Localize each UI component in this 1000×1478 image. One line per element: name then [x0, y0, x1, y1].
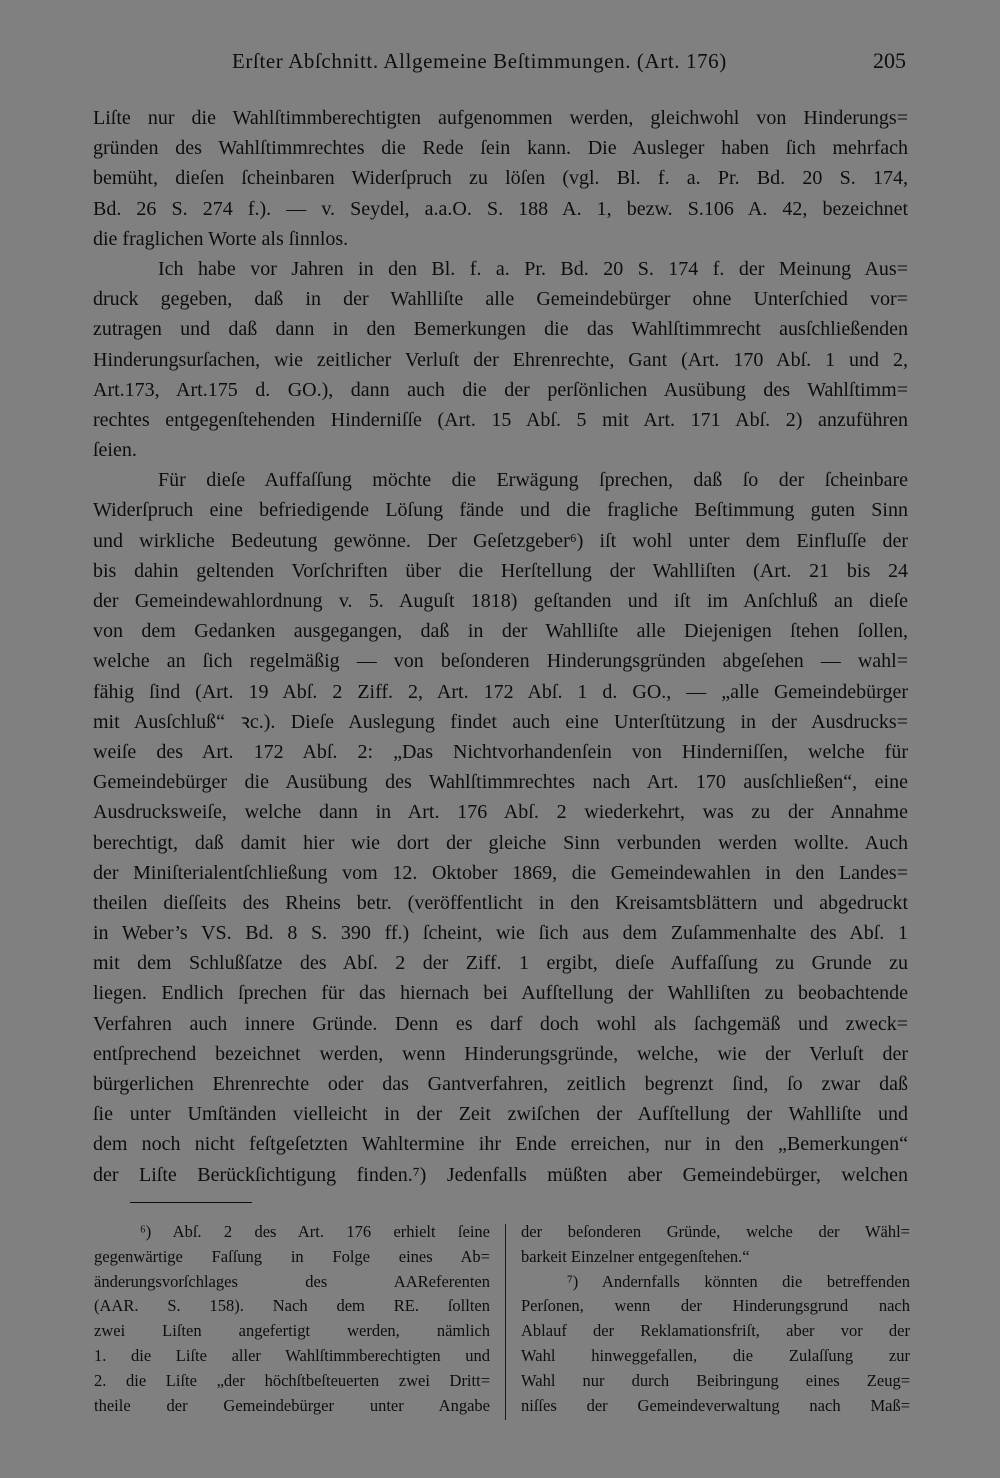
footnote-line: 2. die Liſte „der höchſtbeſteuerten zwei Dritt=: [94, 1370, 490, 1390]
text-line: Hinderungsurſachen, wie zeitlicher Verluſt der Ehrenrechte, Gant (Art. 170 Abſ. 1 und 2,: [93, 348, 908, 371]
text-line: zutragen und daß dann in den Bemerkungen die das Wahlſtimmrecht ausſchließenden: [93, 318, 908, 341]
paragraph-first-line: Für dieſe Auffaſſung möchte die Erwägung ſprechen, daß ſo der ſcheinbare: [158, 469, 908, 492]
footnote-line: Wahl nur durch Beibringung eines Zeug=: [521, 1370, 910, 1390]
footnote-line: der beſonderen Gründe, welche der Wähl=: [521, 1222, 910, 1241]
text-line: mit dem Schlußſatze des Abſ. 2 der Ziff. 1 ergibt, dieſe Auffaſſung zu Grunde zu: [93, 952, 908, 975]
text-line: von dem Gedanken ausgegangen, daß in der Wahlliſte alle Diejenigen ſtehen ſollen,: [93, 620, 908, 643]
footnote-line: niſſes der Gemeindeverwaltung nach Maß=: [521, 1395, 910, 1415]
text-line: Art.173, Art.175 d. GO.), dann auch die der perſönlichen Ausübung des Wahlſtimm=: [93, 378, 908, 401]
text-line: dem noch nicht feſtgeſetzten Wahltermine ihr Ende erreichen, nur in den „Bemerkungen“: [93, 1133, 908, 1156]
text-line: Ausdrucksweiſe, welche dann in Art. 176 Abſ. 2 wiederkehrt, was zu der Annahme: [93, 801, 908, 824]
footnote-line: theile der Gemeindebürger unter Angabe: [94, 1395, 490, 1415]
text-line: und wirkliche Bedeutung gewönne. Der Geſetzgeber⁶) iſt wohl unter dem Einfluſſe der: [93, 529, 908, 552]
text-line: ſeien.: [93, 439, 137, 462]
running-title: Erſter Abſchnitt. Allgemeine Beſtimmungen. (Art. 176): [232, 49, 727, 73]
footnote-line: zwei Liſten angefertigt werden, nämlich: [94, 1321, 490, 1341]
text-line: fähig ſind (Art. 19 Abſ. 2 Ziff. 2, Art. 172 Abſ. 1 d. GO., — „alle Gemeindebürger: [93, 680, 908, 703]
text-line: Widerſpruch eine befriedigende Löſung fände und die fragliche Beſtimmung guten Sinn: [93, 499, 908, 522]
paragraph-first-line: Ich habe vor Jahren in den Bl. f. a. Pr. Bd. 20 S. 174 f. der Meinung Aus=: [158, 257, 908, 280]
footnote-line: Perſonen, wenn der Hinderungsgrund nach: [521, 1296, 910, 1316]
text-line: druck gegeben, daß in der Wahlliſte alle Gemeindebürger ohne Unterſchied vor=: [93, 288, 908, 311]
text-line: mit Ausſchluß“ ꝛc.). Dieſe Auslegung findet auch eine Unterſtützung in der Ausdrucks=: [93, 710, 908, 733]
footnote-6-first-line: ⁶) Abſ. 2 des Art. 176 erhielt ſeine: [140, 1222, 490, 1241]
page-number: 205: [873, 48, 906, 73]
text-line: bemüht, dieſen ſcheinbaren Widerſpruch zu löſen (vgl. Bl. f. a. Pr. Bd. 20 S. 174,: [93, 167, 908, 190]
text-line: theilen dieſſeits des Rheins betr. (veröffentlicht in den Kreisamtsblättern und abgedruckt: [93, 891, 908, 914]
text-line: Bd. 26 S. 274 f.). — v. Seydel, a.a.O. S. 188 A. 1, bezw. S.106 A. 42, bezeichnet: [93, 197, 908, 220]
main-text: [93, 103, 908, 1190]
text-line: bis dahin geltenden Vorſchriften über die Herſtellung der Wahlliſten (Art. 21 bis 24: [93, 559, 908, 582]
footnote-line: Ablauf der Reklamationsfriſt, aber vor der: [521, 1321, 910, 1341]
footnote-7-first-line: ⁷) Andernfalls könnten die betreffenden: [567, 1271, 910, 1291]
text-line: berechtigt, daß damit hier wie dort der gleiche Sinn verbunden werden wollte. Auch: [93, 831, 908, 854]
text-line: ſie unter Umſtänden vielleicht in der Zeit zwiſchen der Aufſtellung der Wahlliſte und: [93, 1103, 908, 1126]
column-divider: [505, 1224, 506, 1420]
footnote-line: (AAR. S. 158). Nach dem RE. ſollten: [94, 1296, 490, 1316]
text-line: Liſte nur die Wahlſtimmberechtigten aufgenommen werden, gleichwohl von Hinderungs=: [93, 107, 908, 129]
footnotes-left-column: [94, 1220, 490, 1418]
text-line: welche an ſich regelmäßig — von beſonderen Hinderungsgründen abgeſehen — wahl=: [93, 650, 908, 673]
text-line: in Weber’s VS. Bd. 8 S. 390 ff.) ſcheint, wie ſich aus dem Zuſammenhalte des Abſ. 1: [93, 922, 908, 945]
text-line: liegen. Endlich ſprechen für das hiernach bei Aufſtellung der Wahlliſten zu beobachtende: [93, 982, 908, 1005]
text-line: die fraglichen Worte als ſinnlos.: [93, 227, 349, 250]
text-line: gründen des Wahlſtimmrechtes die Rede ſein kann. Die Ausleger haben ſich mehrfach: [93, 137, 908, 160]
text-line: der Gemeindewahlordnung v. 5. Auguſt 1818) geſtanden und iſt im Anſchluß an dieſe: [93, 590, 908, 612]
text-line: weiſe des Art. 172 Abſ. 2: „Das Nichtvorhandenſein von Hinderniſſen, welche für: [93, 740, 908, 763]
text-line: Verfahren auch innere Gründe. Denn es darf doch wohl als ſachgemäß und zweck=: [93, 1012, 908, 1035]
text-line: der Liſte Berückſichtigung finden.⁷) Jedenfalls müßten aber Gemeindebürger, welchen: [93, 1163, 908, 1186]
text-line: entſprechend bezeichnet werden, wenn Hinderungsgründe, welche, wie der Verluſt der: [93, 1042, 908, 1065]
footnotes-right-column: [521, 1220, 910, 1418]
footnote-line: barkeit Einzelner entgegenſtehen.“: [521, 1246, 750, 1266]
text-line: rechtes entgegenſtehenden Hinderniſſe (Art. 15 Abſ. 5 mit Art. 171 Abſ. 2) anzuführen: [93, 408, 908, 431]
text-line: Gemeindebürger die Ausübung des Wahlſtimmrechtes nach Art. 170 ausſchließen“, eine: [93, 771, 908, 794]
footnote-line: gegenwärtige Faſſung in Folge eines Ab=: [94, 1246, 490, 1266]
text-line: der Miniſterialentſchließung vom 12. Oktober 1869, die Gemeindewahlen in den Landes=: [93, 861, 908, 884]
footnote-separator: [130, 1202, 252, 1203]
footnote-line: 1. die Liſte aller Wahlſtimmberechtigten und: [94, 1345, 490, 1365]
footnote-line: Wahl hinweggefallen, die Zulaſſung zur: [521, 1345, 910, 1365]
footnote-line: änderungsvorſchlages des AAReferenten: [94, 1271, 490, 1291]
text-line: bürgerlichen Ehrenrechte oder das Gantverfahren, zeitlich begrenzt ſind, ſo zwar daß: [93, 1073, 908, 1095]
